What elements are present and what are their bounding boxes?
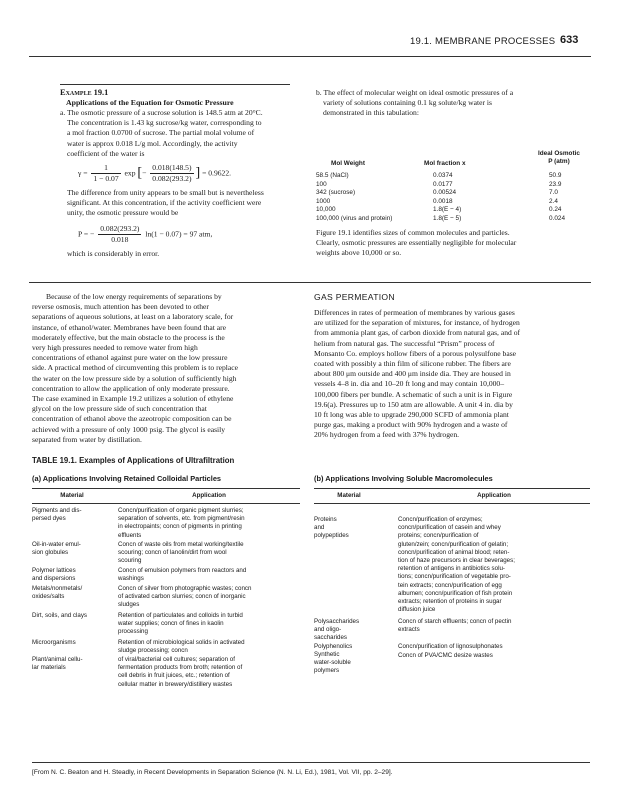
text-line: The difference from unity appears to be small but is nevertheless [67,188,264,198]
text-line: significant. At this concentration, if the activity coefficient were [67,198,262,208]
text-line: are utilized for the separation of mixtures, for instance, of hydrogen [314,318,520,328]
text-line: concentrations of ethanol against pure water on the low pressure [32,353,228,363]
ultrafiltration-table-b [314,492,590,762]
text-line: Because of the low energy requirements of separations by [46,292,222,301]
table-b-subtitle: (b) Applications Involving Soluble Macromolecules [314,474,493,483]
text-line: reverse osmosis, much attention has been devoted to other [32,302,209,312]
example-right-column [316,88,586,119]
text-line: Differences in rates of permeation of membranes by various gases [314,308,515,317]
osmotic-note [316,228,586,259]
table-cell-application: Concn of emulsion polymers from reactors and washings [118,567,247,583]
table-cell-application: Concn of waste oils from metal working/textile scouring; concn of lanolin/dirt from wool scouring [118,541,244,565]
header-rule [29,56,591,57]
table-cell-application: Concn/purification of organic pigment slurries; separation of solvents, etc. from pigment/resin in electropaints; concn of pigments in printing effluents [118,507,245,539]
table-row: 100,000 (virus and protein) 1.8(E − 5) 0.024 [316,214,565,222]
table-cell-application: Concn of silver from photographic wastes; concn of activated carbon slurries; concn of inorganic sludges [118,585,252,609]
section-heading: GAS PERMEATION [314,292,395,302]
table-cell-material: Synthetic water-soluble polymers [314,651,351,675]
table-cell-material: Microorganisms [32,639,76,646]
osmotic-table-header [316,150,582,172]
osmotic-pressure-table [316,150,582,224]
middle-text [60,188,292,219]
table-row: 58.5 (NaCl) 0.0374 50.9 [316,172,562,179]
body-left-column [32,292,297,445]
text-line: achieved with a pressure of only 1000 psig. The glycol is easily [32,424,226,434]
text-line: Figure 19.1 identifies sizes of common molecules and particles. [316,228,510,237]
col-application: Application [477,492,511,499]
text-line: weights above 10,000 or so. [316,248,402,258]
text-line: a mol fraction 0.0700 of sucrose. The partial molal volume of [67,128,255,138]
eq1-lhs: γ = [78,168,88,178]
header-rule [314,503,590,504]
table-cell-application: Retention of particulates and colloids in turbid water supplies; concn of fines in kaolin processing [118,612,243,636]
text-line: Monsanto Co. employs hollow fibers of a porous polysulfone base [314,348,517,358]
example-left-column [60,88,292,259]
eq1-f2-num: 0.018(148.5) [152,163,192,173]
table-cell-material: Polysaccharides and oligo- saccharides [314,618,360,642]
text-line: from ammonia plant gas, of carbon dioxide from natural gas, and of [314,328,521,338]
eq2-num: 0.082(293.2) [100,223,140,233]
text-line: concentration of ethanol above the azeotropic composition can be [32,414,232,424]
table-row: 100 0.0177 23.9 [316,180,562,188]
header-rule [32,503,300,504]
table-title: TABLE 19.1. Examples of Applications of Ultrafiltration [32,456,235,465]
table-cell-material: Polyphenolics [314,643,353,650]
text-line: instance, of ethanol/water. Membranes have been found that are [32,322,226,332]
equation-activity-coefficient: γ = $\frac{1}{1 - 0.07}$ exp [− $\frac{0.018(148.5)}{0.082(293.2)}$ ] = 0.9622. [78,163,232,184]
eq2-lhs: P = − [78,228,95,238]
text-line: separated from water by distillation. [32,434,142,444]
text-line: b. The effect of molecular weight on ideal osmotic pressures of a [316,88,514,97]
part-a-text [60,108,292,159]
body-right-column [314,292,588,441]
col-mol-weight: Mol Weight [331,160,365,167]
text-line: vessels 4–8 in. dia and 10–20 ft long and may contain 10,000– [314,379,505,389]
eq1-exp: exp [124,168,136,178]
closing-line: which is considerably in error. [67,248,160,258]
example-bottom-rule [29,282,591,283]
table-row: 1000 0.0018 2.4 [316,197,558,205]
eq1-rhs: = 0.9622. [202,168,232,178]
text-line: side. A practical method of circumventing this problem is to replace [32,363,239,373]
col-material: Material [60,492,84,499]
table-cell-material: Oil-in-water emul- sion globules [32,541,81,557]
eq1-fraction-2 [150,163,193,184]
text-line: glycol on the low pressure side of such concentration that [32,404,207,414]
eq1-f1-num: 1 [91,163,120,174]
table-cell-application: of viral/bacterial cell cultures; separation of fermentation products from broth; retention of cell debris in fruit juices, etc.; retention of cellular matter in brewery/distillery wastes [118,656,243,688]
table-bottom-rule [32,762,590,763]
eq1-f1-den: 1 − 0.07 [93,174,119,184]
text-line: demonstrated in this tabulation: [323,108,419,118]
example-title: Applications of the Equation for Osmotic Pressure [66,98,234,107]
table-cell-material: Pigments and dis- persed dyes [32,507,82,523]
eq2-rhs: ln(1 − 0.07) = 97 atm, [145,228,213,238]
text-line: Clearly, osmotic pressures are essentially negligible for molecular [316,238,517,248]
running-title: 19.1. MEMBRANE PROCESSES [410,36,556,47]
text-line: concentration to allow the application of only moderate pressure. [32,383,230,393]
text-line: coefficient of the water is [67,148,145,158]
col-material: Material [337,492,361,499]
eq2-den: 0.018 [111,234,129,244]
table-cell-application: Concn/purification of lignosulphonates [398,643,503,650]
col-mol-fraction: Mol fraction x [424,160,466,167]
text-line: purge gas, making a product with 90% hydrogen and a waste of [314,420,508,430]
text-line: water is approx 0.018 L/g mol. Accordingly, the activity [67,138,238,148]
equation-ideal-osmotic [78,224,292,245]
eq1-fraction-1 [91,163,120,184]
table-cell-material: Polymer lattices and dispersions [32,567,76,583]
table-row: 10,000 1.8(E − 4) 0.24 [316,206,562,214]
text-line: moderately effective, but the main obstacle to the process is the [32,332,225,342]
text-line: a. The osmotic pressure of a sucrose solution is 148.5 atm at 20°C. [60,108,263,117]
running-header [0,34,619,54]
text-line: very high pressures needed to remove water from high [32,343,198,353]
ultrafiltration-table-a [32,492,300,762]
eq2-fraction [98,224,141,245]
col-application: Application [192,492,226,499]
text-line: The case examined in Example 19.2 utilizes a solution of ethylene [32,394,234,404]
table-cell-application: Concn of starch effluents; concn of pectin extracts [398,618,512,634]
text-line: coated with possibly a thin film of silicone rubber. The fibers are [314,359,511,369]
page-number: 633 [560,34,579,46]
table-a-subtitle: (a) Applications Involving Retained Colloidal Particles [32,474,222,483]
text-line: 20% hydrogen from a feed with 37% hydrogen. [314,430,460,440]
example-top-rule [60,84,290,85]
table-cell-material: Proteins and polypeptides [314,516,349,540]
text-line: helium from natural gas. The successful “Prism” process of [314,338,495,348]
text-line: 19.6(a). Pressures up to 150 atm are allowable. A unit 4 in. dia by [314,399,513,409]
table-cell-application: Concn of PVA/CMC desize wastes [398,652,493,659]
text-line: The concentration is 1.43 kg sucrose/kg water, corresponding to [67,118,262,128]
text-line: unity, the osmotic pressure would be [67,208,179,218]
eq1-f2-den: 0.082(293.2) [152,174,192,184]
table-cell-application: Concn/purification of enzymes; concn/purification of casein and whey proteins; concn/purification of gluten/zein; concn/purification of gelatin; concn/purification of animal blood; reten- tion of haze precursors in clear beverages; retention of antigens in antibiotics solu- tions; concn/purification of vegetable pro- tein extracts; concn/purification of egg albumen; concn/purification of fish protein extracts; retention of proteins in sugar diffusion juice [398,516,515,614]
text-line: 100,000 fibers per bundle. A schematic of such a unit is in Figure [314,389,513,399]
text-line: about 800 μm outside and 400 μm inside dia. They are housed in [314,369,511,379]
table-source-note: [From N. C. Beaton and H. Steadly, in Recent Developments in Separation Science (N. N. Li, Ed.), 1981, Vol. VII, pp. 2–29]. [32,769,393,776]
text-line: 10 ft long was able to upgrade 290,000 SCFD of ammonia plant [314,410,509,420]
text-line: the water on the low pressure side by a solution of sufficiently high [32,373,237,383]
table-cell-application: Retention of microbiological solids in activated sludge processing; concn [118,639,245,655]
col-osmotic-pressure: Ideal Osmotic P (atm) [538,150,580,165]
example-label: Example 19.1 [60,88,109,97]
text-line: separations of aqueous solutions, at least on a laboratory scale, for [32,312,234,322]
table-row: 342 (sucrose) 0.00524 7.0 [316,189,558,197]
table-b-top-rule [314,488,590,489]
text-line: variety of solutions containing 0.1 kg solute/kg water is [323,98,492,108]
table-a-top-rule [32,488,300,489]
table-cell-material: Dirt, soils, and clays [32,612,88,619]
table-cell-material: Plant/animal cellu- lar materials [32,656,83,672]
table-cell-material: Metals/nonmetals/ oxides/salts [32,585,83,601]
